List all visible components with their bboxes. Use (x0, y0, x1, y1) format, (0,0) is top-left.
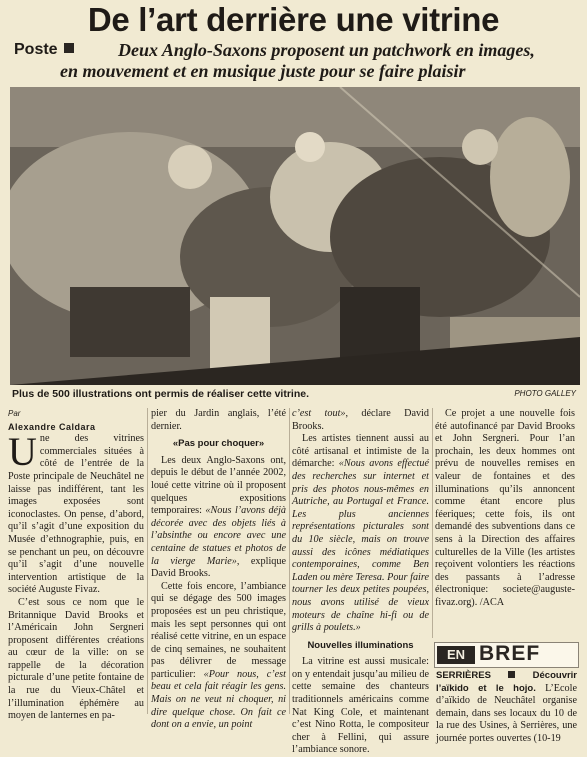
subheading: «Pas pour choquer» (172, 438, 265, 450)
paragraph: Ce projet a une nouvelle fois été autofinancé par David Brooks et John Sergneri. Pour l’an prochain, les deux hommes ont prévu de nouvelles remises en valeur de fontaines et des illuminations qu’ils annoncent comme étant encore plus féeriques; cette fois, ils ont demandé des subventions dans ce sens à la Direction des affaires culturelles de la Ville (les artistes reçoivent volontiers les réactions des passants à l’adresse électronique: societe@auguste-fivaz.org). /ACA (435, 408, 575, 608)
paragraph (151, 455, 286, 581)
byline-par: Par (8, 409, 21, 418)
photo-illustration (10, 87, 580, 385)
brief-text: L’Ecole d’aïkido de Neuchâtel organise demain, dans ses locaux du 10 de la rue des Usines, à Serrières, une journée portes ouvertes (10-19 (436, 682, 577, 744)
quote: c’est tout» (292, 408, 346, 419)
photo-credit: PHOTO GALLEY (514, 389, 576, 398)
article-column-4 (435, 408, 575, 610)
subheading: Nouvelles illuminations (307, 639, 414, 651)
article-headline: De l’art derrière une vitrine (87, 1, 500, 38)
article-column-1 (8, 408, 144, 723)
paragraph: La vitrine est aussi musicale: on y entendait jusqu’au milieu de cette semaine des chanteurs traditionnels américains comme Nat King Cole, et maintenant c’est Nino Rotta, le compositeur cher à Fellini, qui assure l’ambiance sonore. (292, 656, 429, 756)
paragraph (292, 408, 429, 433)
brief-item (436, 670, 577, 746)
square-bullet-icon (508, 671, 515, 678)
paragraph: ne des vitrines commerciales situées à côté de l’entrée de la Poste principale de Neuchâtel ne laisse pas indifférent, tant les images exposées sont iconoclastes. On pense, d’abord, qu’il s’agit d’une exposition du Musée d’ethnographie, puis, en se penchant un peu, on découvre qu’il s’agit d’une nouvelle intervention artistique de la société Auguste Fivaz. (8, 433, 144, 596)
article-deck-line1: Deux Anglo-Saxons proposent un patchwork en images, (118, 40, 535, 60)
brief-title: Découvrir l’aïkido et le hojo. (436, 670, 578, 694)
photo-caption: Plus de 500 illustrations ont permis de réaliser cette vitrine. (12, 388, 310, 400)
text-run: Les artistes tiennent aussi au côté artisanal et intimiste de la démarche: (292, 433, 429, 470)
article-column-3 (292, 408, 429, 757)
text-run: Les deux Anglo-Saxons ont, depuis le début de l’année 2002, loué cette vitrine où il proposent quelques expositions temporaires: (151, 454, 286, 517)
paragraph (151, 581, 286, 732)
column-divider (432, 408, 433, 638)
photo-caption-bar (10, 386, 580, 402)
paragraph: pier du Jardin anglais, l’été dernier. (151, 408, 286, 432)
quote: «Nous l’avons déjà décorée avec des objets liés à l’absinthe ou encore avec une centaine de statues et photos de la vierge Marie» (151, 505, 286, 567)
shop-window-photo (10, 87, 580, 385)
byline-author: Alexandre Caldara (8, 421, 96, 432)
text-run: , déclare David Brooks. (292, 408, 429, 432)
en-bref-en: EN (437, 646, 475, 664)
kicker-label: Poste (14, 41, 58, 58)
quote: «Pour nous, c’est beau et cela fait réagir les gens. Mais on ne veut ni choquer, ni dire quelque chose. On fait ce dont on a envie, un point (151, 668, 286, 731)
article-deck-line2: en mouvement et en musique juste pour se faire plaisir (60, 61, 466, 81)
article-column-2 (151, 408, 286, 732)
en-bref-bref: BREF (479, 642, 541, 665)
paragraph: C’est sous ce nom que le Britannique David Brooks et l’Américain John Sergneri proposent différentes créations au cœur de la ville: on se rappelle de la décoration picturale d’une petite fontaine de la rue du Vieux-Châtel et l’illumination éphémère au moyen de lanternes en pa- (8, 596, 144, 722)
paragraph (292, 433, 429, 635)
quote: «Nous avons effectué des recherches sur internet et pris des photos nous-mêmes en Autriche, au Portugal et France. Les plus anciennes représentations picturales sont du 10e siècle, mais on trouve aussi des icônes médiatiques contemporaines, comme Ben Laden ou mère Teresa. Pour faire tourner les deux petites poupées, nous avons utilisé de vieux moteurs de chaîne hi-fi ou de grills à poulets.» (292, 458, 430, 634)
column-divider (147, 408, 148, 714)
text-run: , explique David Brooks. (151, 555, 286, 580)
section-kicker (14, 41, 74, 59)
square-bullet-icon (64, 43, 74, 53)
brief-location: SERRIÈRES (436, 670, 491, 681)
drop-cap: U (8, 429, 37, 475)
text-run: Cette fois encore, l’ambiance qui se dégage des 500 images proposées est un peu christique, mais les sept personnes qui ont réalisé cette vitrine, en un espace de cinq semaines, ne souhaitent pas délivrer de message particulier: (151, 580, 286, 680)
en-bref-banner (434, 642, 579, 668)
column-divider (289, 408, 290, 714)
